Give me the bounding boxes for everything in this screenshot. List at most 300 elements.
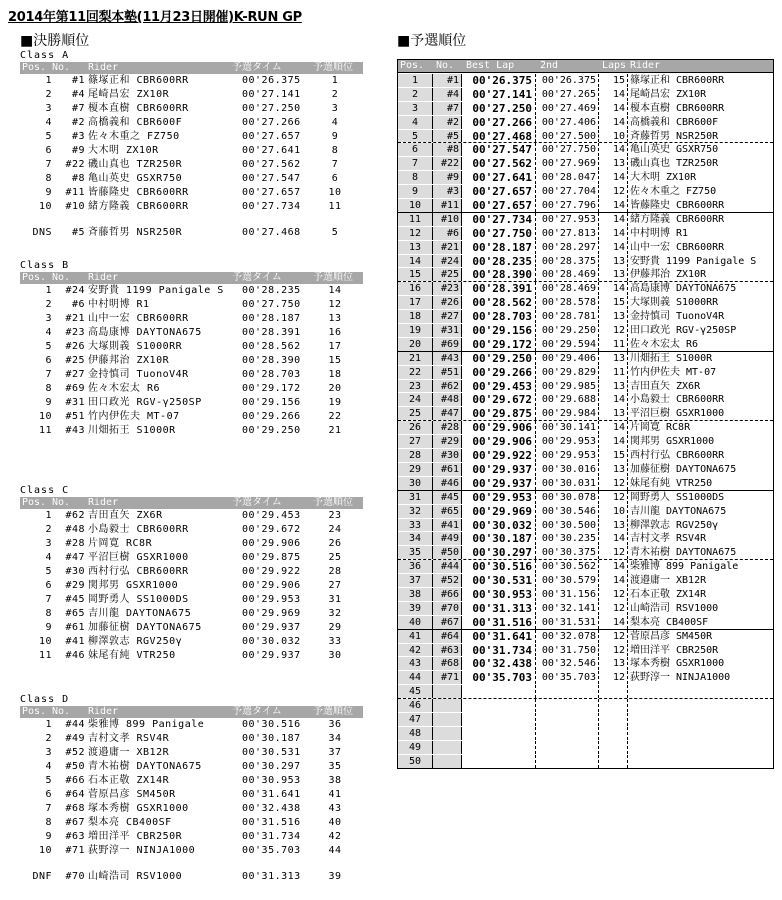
header-no: No. <box>52 272 71 283</box>
qualifying-time: 00'29.969 <box>242 608 301 619</box>
laps: 13 <box>600 352 628 365</box>
position: 2 <box>45 524 52 535</box>
number: #51 <box>433 366 462 379</box>
table-row <box>398 643 773 657</box>
qualifying-time: 00'29.922 <box>242 566 301 577</box>
position: 11 <box>398 213 433 226</box>
second-lap: 00'29.250 <box>537 324 599 337</box>
rider: 片岡寛 RC8R <box>88 538 153 549</box>
rider: 川畑拓王 S1000R <box>88 425 176 436</box>
number: #47 <box>65 552 85 563</box>
position: 44 <box>398 671 433 684</box>
rider: 亀山英史 GSXR750 <box>88 173 183 184</box>
laps: 14 <box>600 227 628 240</box>
table-row <box>20 732 363 746</box>
position: 6 <box>45 145 52 156</box>
table-row <box>20 844 363 858</box>
table-row <box>20 870 363 884</box>
second-lap: 00'30.500 <box>537 519 599 532</box>
number: #71 <box>65 845 85 856</box>
best-lap: 00'29.906 <box>464 421 536 434</box>
best-lap: 00'31.313 <box>464 602 536 615</box>
rider: 柳澤敦志 RGV250γ <box>88 636 183 647</box>
laps: 12 <box>600 644 628 657</box>
rider: 皆藤隆史 CBR600RR <box>630 200 725 212</box>
number: #3 <box>71 131 85 142</box>
position: 8 <box>45 383 52 394</box>
number: #43 <box>433 352 462 365</box>
position: 2 <box>45 299 52 310</box>
best-lap: 00'29.250 <box>464 352 536 365</box>
position: 8 <box>45 608 52 619</box>
second-lap <box>537 727 599 740</box>
position: 1 <box>45 719 52 730</box>
best-lap: 00'27.250 <box>464 102 536 115</box>
qualifying-time: 00'29.672 <box>242 524 301 535</box>
position: 50 <box>398 755 433 768</box>
header-time: 予選タイム <box>232 272 282 283</box>
number: #7 <box>71 103 85 114</box>
header-pos: Pos. <box>22 706 47 717</box>
rider: 平沼巨樹 GSXR1000 <box>630 408 725 420</box>
rider: 荻野淳一 NINJA1000 <box>88 845 196 856</box>
header-time: 予選タイム <box>232 706 282 717</box>
qualifying-rank: 36 <box>328 719 342 730</box>
rider: 梨本亮 CB400SF <box>630 616 709 628</box>
position: 5 <box>45 775 52 786</box>
number: #8 <box>433 143 462 156</box>
rider: 平沼巨樹 GSXR1000 <box>88 552 189 563</box>
table-row <box>398 309 773 323</box>
second-lap: 00'29.688 <box>537 393 599 406</box>
number: #47 <box>433 407 462 420</box>
table-row <box>20 718 363 732</box>
table-row <box>398 254 773 268</box>
qualifying-time: 00'29.906 <box>242 538 301 549</box>
number: #5 <box>71 227 85 238</box>
second-lap: 00'29.985 <box>537 380 599 393</box>
rider: 小島毅士 CBR600RR <box>630 394 725 406</box>
laps: 12 <box>600 588 628 601</box>
best-lap: 00'26.375 <box>464 74 536 87</box>
position: 45 <box>398 685 433 698</box>
second-lap: 00'27.750 <box>537 143 599 156</box>
number: #62 <box>433 380 462 393</box>
number: #52 <box>433 574 462 587</box>
laps: 14 <box>600 560 628 573</box>
laps: 12 <box>600 630 628 643</box>
rider: 佐々木重之 FZ750 <box>630 186 717 198</box>
position: 6 <box>45 580 52 591</box>
table-row <box>398 740 773 754</box>
second-lap: 00'31.531 <box>537 616 599 629</box>
rider: 山中一宏 CBR600RR <box>630 241 725 253</box>
best-lap: 00'30.187 <box>464 532 536 545</box>
rider: 山中一宏 CBR600RR <box>88 313 189 324</box>
qualifying-time: 00'28.703 <box>242 369 301 380</box>
rider: 山崎浩司 RSV1000 <box>88 871 183 882</box>
qualifying-rank: 23 <box>328 510 342 521</box>
position: 6 <box>398 143 433 156</box>
rider: 妹尾有純 VTR250 <box>88 650 176 661</box>
qualifying-rank: 26 <box>328 538 342 549</box>
qualifying-rank: 1 <box>331 75 339 86</box>
number: #46 <box>65 650 85 661</box>
rider: 梨本亮 CB400SF <box>88 817 172 828</box>
qualifying-rank: 17 <box>328 341 342 352</box>
second-lap: 00'29.594 <box>537 338 599 351</box>
table-row <box>398 754 773 768</box>
laps: 12 <box>600 477 628 490</box>
number: #70 <box>65 871 85 882</box>
second-lap: 00'32.078 <box>537 630 599 643</box>
rider: 金持慎司 TuonoV4R <box>630 311 725 323</box>
qualifying-rank: 5 <box>331 227 339 238</box>
table-row <box>398 142 773 156</box>
qualifying-rank: 42 <box>328 831 342 842</box>
table-row <box>20 382 363 396</box>
position: 3 <box>45 313 52 324</box>
rider: 高島康博 DAYTONA675 <box>630 283 737 295</box>
position: 4 <box>45 117 52 128</box>
qualifying-time: 00'30.297 <box>242 761 301 772</box>
qualifying-time: 00'27.657 <box>242 187 301 198</box>
laps: 12 <box>600 602 628 615</box>
laps: 12 <box>600 185 628 198</box>
qualifying-rank: 4 <box>331 117 339 128</box>
second-lap: 00'29.829 <box>537 366 599 379</box>
header-no: No. <box>52 706 71 717</box>
best-lap: 00'28.187 <box>464 241 536 254</box>
number: #24 <box>433 255 462 268</box>
table-row <box>398 462 773 476</box>
number: #25 <box>433 268 462 281</box>
table-row <box>398 726 773 740</box>
table-row <box>20 523 363 537</box>
second-lap: 00'30.375 <box>537 546 599 559</box>
laps: 14 <box>600 171 628 184</box>
rider: 竹内伊佐夫 MT-07 <box>630 366 717 378</box>
class-block <box>20 260 363 438</box>
position: 29 <box>398 463 433 476</box>
second-lap <box>537 685 599 698</box>
number <box>433 727 462 740</box>
position: 8 <box>398 171 433 184</box>
rider: 柴雅博 899 Panigale <box>88 719 205 730</box>
rider: 中村明博 R1 <box>630 227 689 239</box>
table-row <box>20 774 363 788</box>
header-rider: Rider <box>88 272 119 283</box>
qualifying-rank: 41 <box>328 789 342 800</box>
number: #5 <box>433 130 462 143</box>
number: #68 <box>433 657 462 670</box>
best-lap: 00'27.547 <box>464 143 536 156</box>
number: #67 <box>433 616 462 629</box>
position: 12 <box>398 227 433 240</box>
number: #41 <box>433 519 462 532</box>
table-row <box>20 74 363 88</box>
laps: 12 <box>600 324 628 337</box>
number: #41 <box>65 636 85 647</box>
second-lap: 00'27.796 <box>537 199 599 212</box>
laps: 14 <box>600 88 628 101</box>
qualifying-rank: 37 <box>328 747 342 758</box>
position: 1 <box>45 285 52 296</box>
second-lap <box>537 699 599 712</box>
laps <box>600 685 628 698</box>
position: 32 <box>398 505 433 518</box>
qualifying-rank: 25 <box>328 552 342 563</box>
best-lap: 00'28.390 <box>464 268 536 281</box>
second-lap: 00'30.031 <box>537 477 599 490</box>
table-row <box>398 573 773 587</box>
rider: 加藤征樹 DAYTONA675 <box>88 622 202 633</box>
rider: 柳澤敦志 RGV250γ <box>630 519 719 531</box>
qualifying-time: 00'27.547 <box>242 173 301 184</box>
table-row <box>398 295 773 309</box>
rider: 榎本直樹 CBR600RR <box>88 103 189 114</box>
number: #25 <box>65 355 85 366</box>
second-lap: 00'27.813 <box>537 227 599 240</box>
laps: 11 <box>600 366 628 379</box>
qualifying-rank: 6 <box>331 173 339 184</box>
table-row <box>20 368 363 382</box>
table-row <box>20 354 363 368</box>
position: 2 <box>45 733 52 744</box>
qualifying-rank: 14 <box>328 285 342 296</box>
header-2nd: 2nd <box>540 60 559 71</box>
position: 24 <box>398 393 433 406</box>
number <box>433 741 462 754</box>
rider: 竹内伊佐夫 MT-07 <box>88 411 180 422</box>
number <box>433 713 462 726</box>
final-table-header <box>20 497 363 509</box>
rider: 川畑拓王 S1000R <box>630 352 713 364</box>
table-row <box>398 212 773 226</box>
laps <box>600 713 628 726</box>
qualifying-time: 00'28.187 <box>242 313 301 324</box>
second-lap: 00'35.703 <box>537 671 599 684</box>
position: 2 <box>45 89 52 100</box>
number: #10 <box>65 201 85 212</box>
qualifying-time: 00'30.187 <box>242 733 301 744</box>
header-pos: Pos. <box>22 62 47 73</box>
rider: 渡邉庸一 XB12R <box>630 575 707 587</box>
second-lap: 00'31.750 <box>537 644 599 657</box>
position: 9 <box>398 185 433 198</box>
number: #1 <box>71 75 85 86</box>
laps: 13 <box>600 380 628 393</box>
header-time: 予選タイム <box>232 497 282 508</box>
qualifying-time: 00'27.266 <box>242 117 301 128</box>
number: #3 <box>433 185 462 198</box>
number: #68 <box>65 803 85 814</box>
laps: 14 <box>600 241 628 254</box>
qualifying-table <box>397 59 774 769</box>
qualifying-time: 00'27.250 <box>242 103 301 114</box>
number: #22 <box>65 159 85 170</box>
final-table-header <box>20 62 363 74</box>
laps: 15 <box>600 296 628 309</box>
rider: 吉川龍 DAYTONA675 <box>88 608 192 619</box>
qualifying-rank: 9 <box>331 131 339 142</box>
table-row <box>398 170 773 184</box>
laps: 10 <box>600 130 628 143</box>
table-row <box>398 712 773 726</box>
qualifying-time: 00'35.703 <box>242 845 301 856</box>
table-row <box>20 565 363 579</box>
rider: 斉藤哲男 NSR250R <box>88 227 183 238</box>
table-row <box>398 587 773 601</box>
number: #26 <box>433 296 462 309</box>
second-lap: 00'28.375 <box>537 255 599 268</box>
header-qrank: 予選順位 <box>313 706 353 717</box>
table-row <box>20 760 363 774</box>
number: #6 <box>71 299 85 310</box>
rider: 緒方隆義 CBR600RR <box>630 213 725 225</box>
final-table-header <box>20 272 363 284</box>
position: DNS <box>32 227 52 238</box>
header-no: No. <box>52 62 71 73</box>
best-lap: 00'31.516 <box>464 616 536 629</box>
second-lap: 00'28.297 <box>537 241 599 254</box>
qualifying-time: 00'29.250 <box>242 425 301 436</box>
best-lap: 00'28.391 <box>464 282 536 295</box>
laps: 10 <box>600 505 628 518</box>
number: #51 <box>65 411 85 422</box>
position: 2 <box>398 88 433 101</box>
rider: 吉村文孝 RSV4R <box>88 733 170 744</box>
laps: 14 <box>600 393 628 406</box>
position: 10 <box>38 201 52 212</box>
qualifying-rank: 8 <box>331 145 339 156</box>
rider: 高島康博 DAYTONA675 <box>88 327 202 338</box>
position: 5 <box>45 566 52 577</box>
best-lap: 00'32.438 <box>464 657 536 670</box>
final-table-header <box>20 706 363 718</box>
best-lap <box>464 741 536 754</box>
qualifying-time: 00'29.156 <box>242 397 301 408</box>
position: 1 <box>45 75 52 86</box>
number: #11 <box>65 187 85 198</box>
class-block <box>20 50 363 240</box>
header-pos: Pos. <box>22 272 47 283</box>
table-row <box>398 323 773 337</box>
position: 49 <box>398 741 433 754</box>
best-lap: 00'28.235 <box>464 255 536 268</box>
position: 13 <box>398 241 433 254</box>
best-lap: 00'27.141 <box>464 88 536 101</box>
number: #69 <box>65 383 85 394</box>
table-row <box>398 281 773 295</box>
header-time: 予選タイム <box>232 62 282 73</box>
second-lap: 00'28.047 <box>537 171 599 184</box>
best-lap: 00'29.922 <box>464 449 536 462</box>
position: 40 <box>398 616 433 629</box>
table-row <box>398 115 773 129</box>
position: 9 <box>45 622 52 633</box>
laps: 14 <box>600 213 628 226</box>
best-lap: 00'27.657 <box>464 199 536 212</box>
qualifying-rank: 28 <box>328 566 342 577</box>
rider: 高橋義和 CBR600F <box>630 116 719 128</box>
rider: 石本正敬 ZX14R <box>88 775 170 786</box>
second-lap <box>537 713 599 726</box>
position: 48 <box>398 727 433 740</box>
rider: 磯山真也 TZR250R <box>88 159 183 170</box>
best-lap: 00'27.562 <box>464 157 536 170</box>
rider: 大木明 ZX10R <box>88 145 159 156</box>
position: 7 <box>45 159 52 170</box>
best-lap: 00'31.641 <box>464 630 536 643</box>
table-row <box>20 410 363 424</box>
rider: 篠塚正和 CBR600RR <box>88 75 189 86</box>
number: #31 <box>433 324 462 337</box>
number <box>433 699 462 712</box>
position: 6 <box>45 355 52 366</box>
qualifying-time: 00'31.734 <box>242 831 301 842</box>
qualifying-time: 00'30.032 <box>242 636 301 647</box>
second-lap: 00'31.156 <box>537 588 599 601</box>
number: #27 <box>65 369 85 380</box>
position: 28 <box>398 449 433 462</box>
qualifying-rank: 35 <box>328 761 342 772</box>
rider: 田口政光 RGV-γ250SP <box>88 397 202 408</box>
number: #64 <box>65 789 85 800</box>
number: #43 <box>65 425 85 436</box>
best-lap: 00'29.672 <box>464 393 536 406</box>
qualifying-rank: 13 <box>328 313 342 324</box>
table-row <box>20 635 363 649</box>
position: 5 <box>398 130 433 143</box>
table-row <box>398 420 773 434</box>
qualifying-time: 00'29.937 <box>242 650 301 661</box>
best-lap: 00'29.937 <box>464 463 536 476</box>
qualifying-time: 00'29.266 <box>242 411 301 422</box>
position: 9 <box>45 397 52 408</box>
number: #69 <box>433 338 462 351</box>
position: 3 <box>45 747 52 758</box>
position: 41 <box>398 630 433 643</box>
qualifying-time: 00'27.657 <box>242 131 301 142</box>
qualifying-rank: 2 <box>331 89 339 100</box>
rider: 青木祐樹 DAYTONA675 <box>630 547 737 559</box>
table-row <box>20 144 363 158</box>
qualifying-time: 00'27.641 <box>242 145 301 156</box>
table-row <box>398 670 773 684</box>
header-pos: Pos. <box>400 60 425 71</box>
laps: 14 <box>600 143 628 156</box>
header-best-lap: Best Lap <box>466 60 515 71</box>
qualifying-time: 00'27.141 <box>242 89 301 100</box>
rider: 安野貴 1199 Panigale S <box>630 255 757 267</box>
table-row <box>398 531 773 545</box>
position: 38 <box>398 588 433 601</box>
header-no: No. <box>52 497 71 508</box>
table-row <box>398 392 773 406</box>
table-row <box>20 340 363 354</box>
position: 3 <box>45 538 52 549</box>
laps: 13 <box>600 268 628 281</box>
laps: 13 <box>600 310 628 323</box>
table-row <box>20 537 363 551</box>
header-rider: Rider <box>630 60 661 71</box>
number: #63 <box>65 831 85 842</box>
qualifying-time: 00'28.562 <box>242 341 301 352</box>
table-row <box>20 746 363 760</box>
table-row <box>398 448 773 462</box>
table-row <box>20 788 363 802</box>
